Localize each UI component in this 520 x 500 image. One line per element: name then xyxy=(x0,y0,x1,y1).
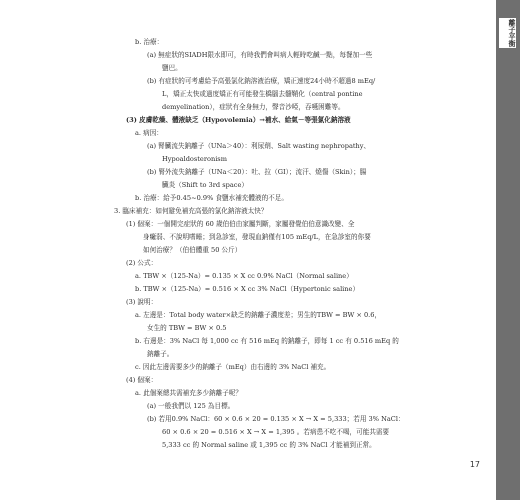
text-line: 女生的 TBW = BW × 0.5 xyxy=(147,324,227,332)
chapter-tab-label: 離子平衡 xyxy=(499,18,516,48)
text-line: (b) 若用0.9% NaCl：60 × 0.6 × 20 = 0.135 × X → X = 5,333；若用 3% NaCl： xyxy=(147,415,405,423)
section-heading: 3. 臨床補充：如何避免補充高張的氯化鈉溶液太快？ xyxy=(114,207,268,215)
text-line: (1) 個案：一個開完症狀的 60 歲伯伯由家屬判斷，家屬發覺伯伯意識改變、全 xyxy=(126,220,355,228)
text-line: (a) 無症狀的SIADH限水即可，有時我們會叫病人輕時吃鹹一點，每餐加一些 xyxy=(147,51,373,59)
text-line: 臟炎（Shift to 3rd space） xyxy=(162,181,248,189)
text-line: 鈉離子。 xyxy=(147,350,174,358)
formula-line: b. TBW ×（125-Na）= 0.516 × X cc 3% NaCl（Hypertonic saline） xyxy=(135,285,360,293)
text-line: c. 因此左邊需要多少的鈉離子（mEq）由右邊的 3% NaCl 補充。 xyxy=(135,363,331,371)
text-line: a. 病因： xyxy=(135,129,163,137)
text-line: (a) 腎臟流失鈉離子（UNa＞40）：利尿劑、Salt wasting nephropathy、 xyxy=(147,142,371,150)
formula-line: a. TBW ×（125-Na）= 0.135 × X cc 0.9% NaCl（Normal saline） xyxy=(135,272,353,280)
chapter-tab xyxy=(496,0,520,500)
text-line: a. 左邊是：Total body water×缺乏的鈉離子濃度差；男生的TBW = BW × 0.6， xyxy=(135,311,382,319)
text-line: 鹽巴。 xyxy=(162,64,182,72)
page-number: 17 xyxy=(469,460,480,469)
text-line: Hypoaldosteronism xyxy=(162,155,227,163)
text-line: 身癱弱、不說明嗜睡；到急診室，發現血鈉僅有105 mEq/L，在急診室的你要 xyxy=(143,233,371,241)
text-line: a. 此個案總共需補充多少鈉離子呢？ xyxy=(135,389,243,397)
section-heading: (3) 皮膚乾燥、體液缺乏（Hypovolemia）→補水、給氣－等張氯化鈉溶液 xyxy=(126,116,351,124)
text-line: (a) 一般我們以 125 為目標。 xyxy=(147,402,235,410)
text-line: 如何治療？（伯伯體重 50 公斤） xyxy=(143,246,242,254)
text-line: (2) 公式： xyxy=(126,259,158,267)
text-line: 5,333 cc 的 Normal saline 或 1,395 cc 的 3% NaCl 才能補到正常。 xyxy=(162,441,376,449)
text-line: b. 治療：給予0.45~0.9% 食鹽水補充體液的不足。 xyxy=(135,194,288,202)
text-line: (4) 個案： xyxy=(126,376,158,384)
text-line: (b) 腎外流失鈉離子（UNa＜20）：吐、拉（GI）；流汗、燒傷（Skin）；腸 xyxy=(147,168,367,176)
text-line: b. 治療： xyxy=(135,38,164,46)
text-line: L，矯正太快或過度矯正有可能發生橋腦去髓鞘化（central pontine xyxy=(162,90,363,98)
text-line: demyelination），症狀有全身無力，聲音沙啞，吞嚥困難等。 xyxy=(162,103,345,111)
text-line: b. 右邊是：3% NaCl 每 1,000 cc 有 516 mEq 的鈉離子，即每 1 cc 有 0.516 mEq 的 xyxy=(135,337,399,345)
text-line: 60 × 0.6 × 20 = 0.516 × X → X = 1,395 。若病患不吃不喝，可能共需要 xyxy=(162,428,390,436)
text-line: (3) 說明： xyxy=(126,298,158,306)
text-line: (b) 有症狀的可考慮給予高張氯化鈉溶液治療，矯正速度24小時不超過8 mEq/ xyxy=(147,77,376,85)
